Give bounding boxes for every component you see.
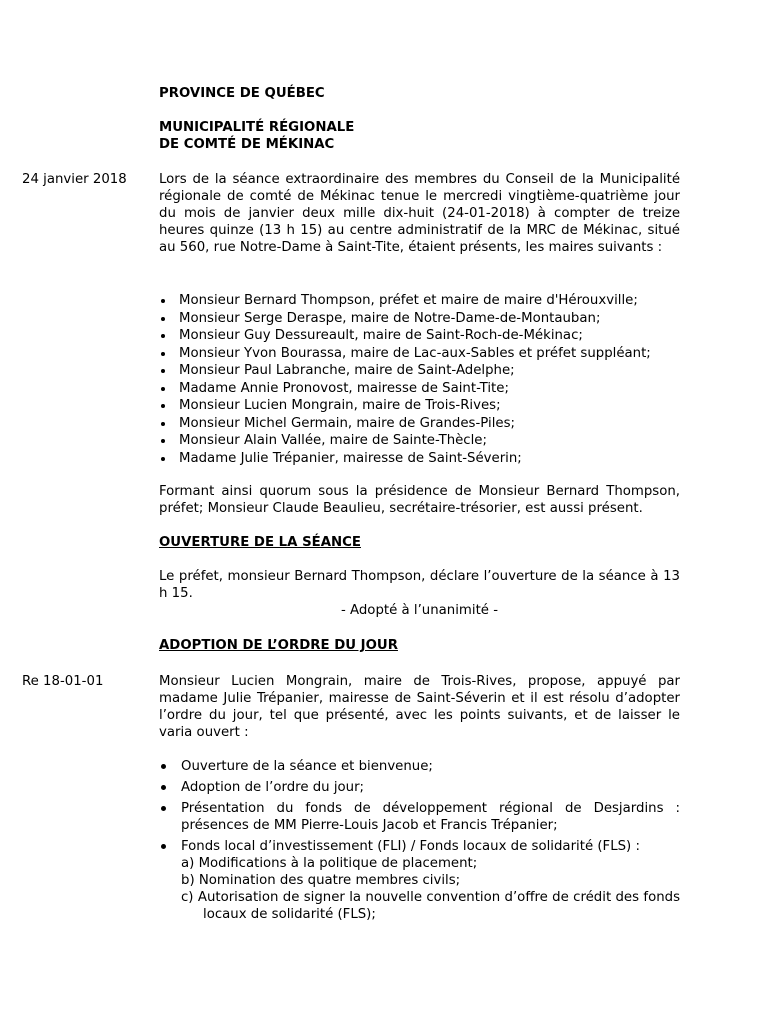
list-item: Monsieur Lucien Mongrain, maire de Trois-Rives; <box>159 397 680 415</box>
municipality-title <box>159 119 680 153</box>
agenda-subitem: a) Modifications à la politique de placement; <box>181 856 478 871</box>
list-item: Monsieur Alain Vallée, maire de Sainte-Thècle; <box>159 432 680 450</box>
agenda-subitem: c) Autorisation de signer la nouvelle convention d’offre de crédit des fonds locaux de solidarité (FLS); <box>181 890 680 922</box>
list-item: Ouverture de la séance et bienvenue; <box>159 758 680 775</box>
agenda-subitems <box>181 855 680 923</box>
list-item: Monsieur Bernard Thompson, préfet et maire de maire d'Hérouxville; <box>159 292 680 310</box>
opening-text: Le préfet, monsieur Bernard Thompson, déclare l’ouverture de la séance à 13 h 15. <box>159 569 680 601</box>
agenda-items-list <box>159 758 680 927</box>
list-item: Monsieur Michel Germain, maire de Grandes-Piles; <box>159 415 680 433</box>
list-item: Madame Julie Trépanier, mairesse de Saint-Séverin; <box>159 450 680 468</box>
list-item-label: Fonds local d’investissement (FLI) / Fonds locaux de solidarité (FLS) : <box>181 839 640 854</box>
list-item: Monsieur Guy Dessureault, maire de Saint-Roch-de-Mékinac; <box>159 327 680 345</box>
list-item: Monsieur Serge Deraspe, maire de Notre-Dame-de-Montauban; <box>159 310 680 328</box>
adopted-unanimously: - Adopté à l’unanimité - <box>340 603 498 618</box>
mayors-list <box>159 292 680 467</box>
municipality-title-line-1: MUNICIPALITÉ RÉGIONALE <box>159 120 355 135</box>
list-item <box>159 838 680 923</box>
intro-paragraph: Lors de la séance extraordinaire des membres du Conseil de la Municipalité régionale de comté de Mékinac tenue le mercredi vingtième-quatrième jour du mois de janvier deux mille dix-huit (24-01-2018) à compter de treize heures quinze (13 h 15) au centre administratif de la MRC de Mékinac, situé au 560, rue Notre-Dame à Saint-Tite, étaient présents, les maires suivants : <box>159 172 680 255</box>
agenda-heading: ADOPTION DE L’ORDRE DU JOUR <box>159 638 398 653</box>
opening-heading: OUVERTURE DE LA SÉANCE <box>159 535 361 550</box>
agenda-subitem: b) Nomination des quatre membres civils; <box>181 873 461 888</box>
list-item: Adoption de l’ordre du jour; <box>159 779 680 796</box>
municipality-title-line-2: DE COMTÉ DE MÉKINAC <box>159 137 335 152</box>
list-item: Monsieur Paul Labranche, maire de Saint-Adelphe; <box>159 362 680 380</box>
list-item: Madame Annie Pronovost, mairesse de Saint-Tite; <box>159 380 680 398</box>
list-item: Présentation du fonds de développement régional de Desjardins : présences de MM Pierre-Louis Jacob et Francis Trépanier; <box>159 800 680 834</box>
resolution-number: Re 18-01-01 <box>22 674 104 689</box>
list-item: Monsieur Yvon Bourassa, maire de Lac-aux-Sables et préfet suppléant; <box>159 345 680 363</box>
agenda-resolution-text: Monsieur Lucien Mongrain, maire de Trois-Rives, propose, appuyé par madame Julie Trépanier, mairesse de Saint-Séverin et il est résolu d’adopter l’ordre du jour, tel que présenté, avec les points suivants, et de laisser le varia ouvert : <box>159 674 680 740</box>
quorum-paragraph: Formant ainsi quorum sous la présidence de Monsieur Bernard Thompson, préfet; Monsieur Claude Beaulieu, secrétaire-trésorier, est aussi présent. <box>159 484 680 516</box>
meeting-date: 24 janvier 2018 <box>22 172 127 187</box>
province-title: PROVINCE DE QUÉBEC <box>159 86 325 101</box>
